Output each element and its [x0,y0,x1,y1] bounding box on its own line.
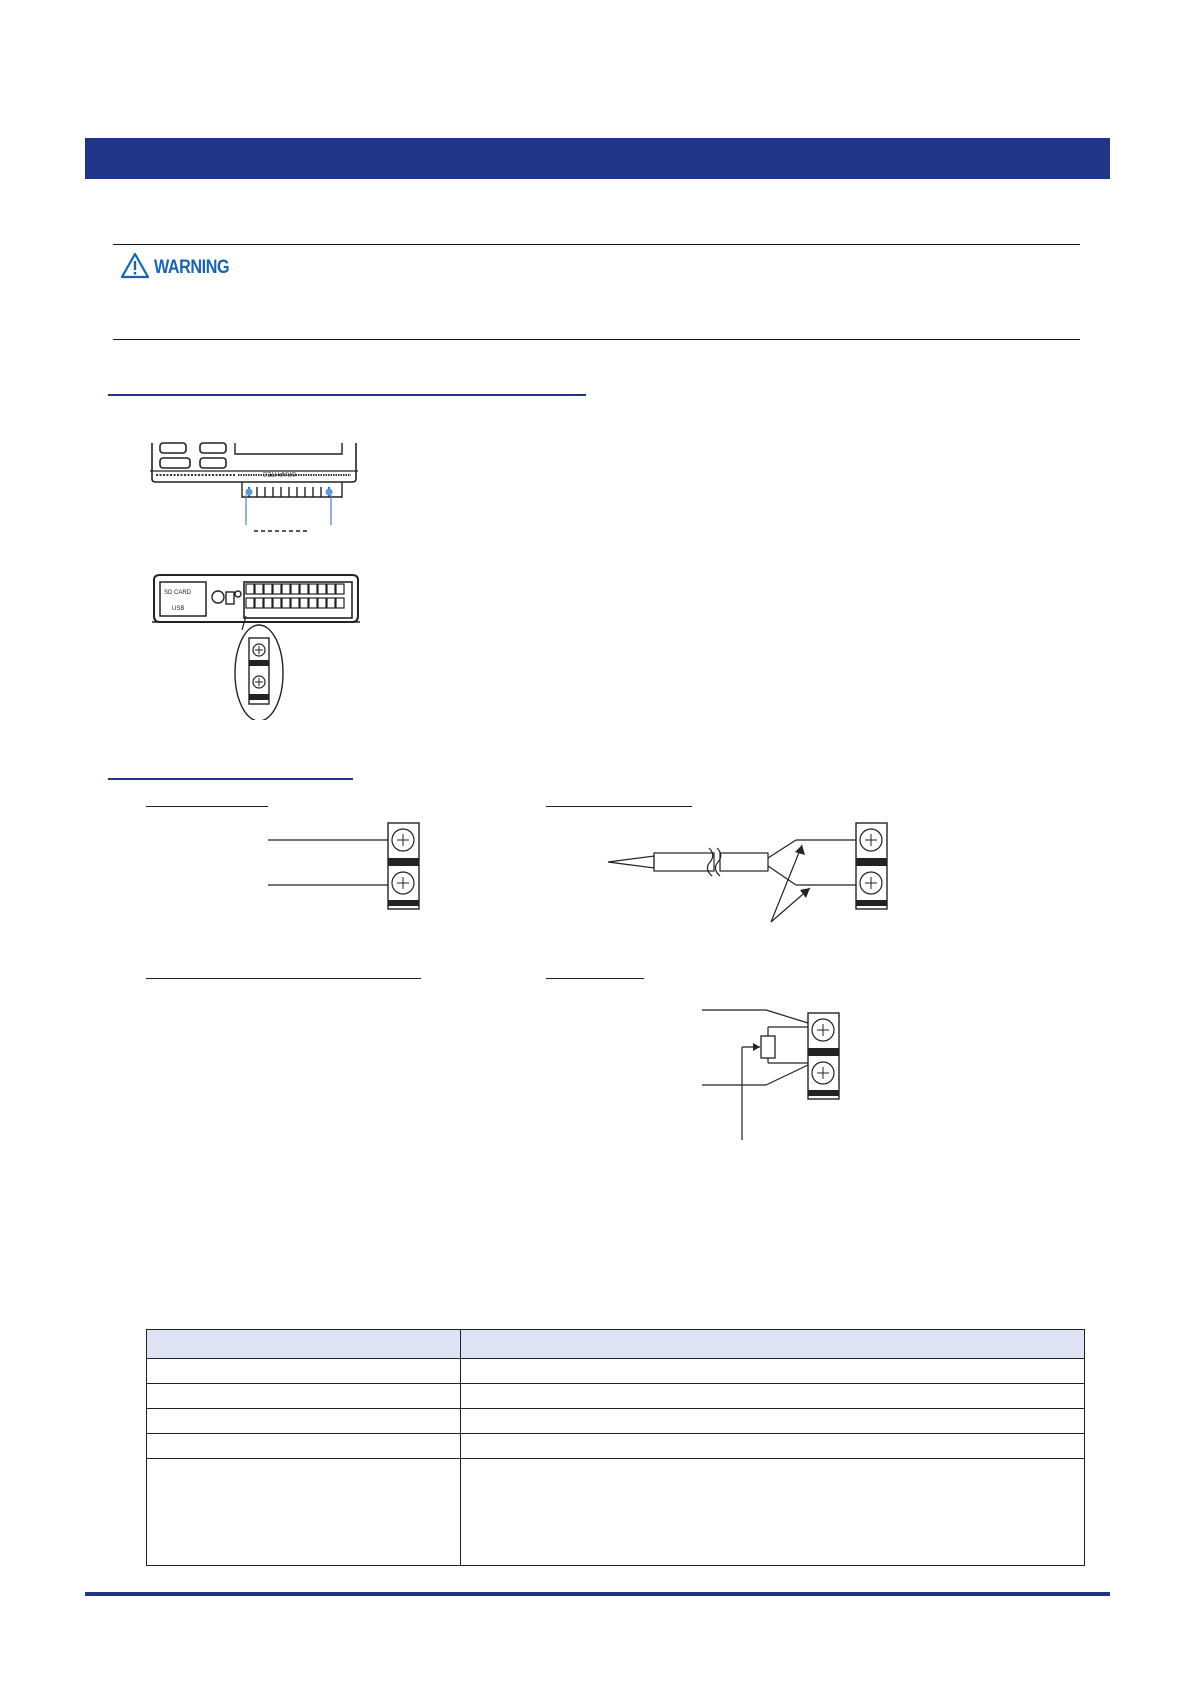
table-row [147,1409,1085,1434]
wiring-resistor-figure [700,1005,850,1145]
table-row [147,1459,1085,1566]
subheading-3-rule [146,978,421,979]
svg-text:SD CARD: SD CARD [164,590,192,596]
table-row [147,1359,1085,1384]
warning-heading [120,252,242,284]
device-brand-label: GRAPHTEC [262,470,296,476]
table-row [147,1384,1085,1409]
spec-table [146,1329,1085,1566]
wiring-cable-figure [606,820,896,930]
footer-bar [85,1592,1110,1596]
svg-text:USB: USB [172,606,185,612]
device-top-view-figure [146,435,366,535]
warning-triangle-icon [120,252,150,284]
section-2-rule [108,778,353,780]
table-header-row [147,1330,1085,1359]
section-1-rule [108,394,586,396]
subheading-4-rule [546,978,644,979]
warning-bottom-rule [113,339,1080,340]
header-bar [85,138,1110,179]
warning-top-rule [113,244,1080,245]
subheading-1-rule [146,806,268,807]
warning-label: WARNING [154,257,230,278]
table-row [147,1434,1085,1459]
subheading-2-rule [546,806,692,807]
device-side-view-figure [146,570,366,720]
wiring-direct-figure [260,820,430,915]
